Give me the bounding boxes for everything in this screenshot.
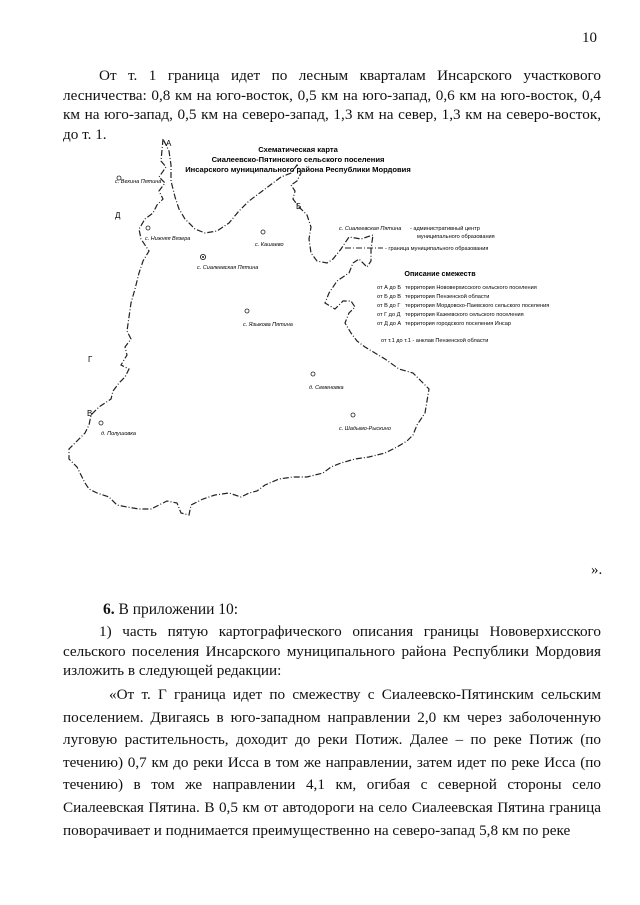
adjacency-desc: территория Нововерхисского сельского поселения [405, 285, 537, 291]
settlement-label: с. Языкова Пятина [243, 322, 293, 328]
point-d-label: Д [115, 211, 121, 220]
legend-center-desc-1: - административный центр [410, 226, 480, 232]
adjacency-desc: территория Пензенской области [405, 294, 490, 300]
adjacency-from-to: от А до Б [377, 285, 401, 291]
adjacency-from-to: от В до Г [377, 303, 401, 309]
adjacency-title: Описание смежеств [404, 269, 476, 278]
settlement-marker [99, 421, 103, 425]
settlement-marker [311, 372, 315, 376]
map-title-line-3: Инсарского муниципального района Республики Мордовия [185, 165, 411, 174]
paragraph-1: От т. 1 граница идет по лесным кварталам Инсарского участкового лесничества: 0,8 км на юго-восток, 0,5 км на юго-запад, 0,6 км на юго-восток, 0,4 км на юго-запад, 0,5 км на северо-запад, 1,3 км на север, 1,3 км на северо-восток, до т. 1. [63, 67, 601, 143]
settlement-label: с. Вехина Пятина [115, 179, 162, 185]
map-title-line-1: Схематическая карта [258, 145, 338, 154]
settlement-marker [261, 230, 265, 234]
section-number: 6. [103, 601, 115, 618]
adjacency-from-to: от Г до Д [377, 312, 401, 318]
settlement-label: с. Шадымо-Рыскино [339, 426, 391, 432]
legend-center-label: с. Сиалеевская Пятина [339, 226, 402, 232]
admin-center-dot [202, 256, 204, 258]
settlement-label: д. Полушовка [101, 431, 136, 437]
adjacency-from-to: от Д до А [377, 321, 402, 327]
settlement-label: с. Нижняя Вязера [145, 236, 191, 242]
point-a-label: А [166, 139, 172, 148]
settlement-marker [146, 226, 150, 230]
map-title-line-2: Сиалеевско-Пятинского сельского поселения [211, 155, 385, 164]
section-heading [103, 601, 238, 619]
point-v-label: В [87, 409, 93, 418]
settlement-marker [245, 309, 249, 313]
paragraph-2: 1) часть пятую картографического описания границы Нововерхисского сельского поселения Инсарского муниципального района Республики Мордовия изложить в следующей редакции: [63, 623, 601, 679]
legend-boundary-desc: - граница муниципального образования [385, 246, 489, 252]
settlement-label: д. Семеновка [309, 385, 344, 391]
settlement-label: с. Кашаево [255, 242, 284, 248]
point-b-label: Б [296, 202, 302, 211]
adjacency-desc: территория Мордовско-Паевского сельского поселения [405, 303, 550, 309]
legend-center-desc-2: муниципального образования [417, 234, 495, 240]
closing-quote: ». [591, 562, 603, 578]
schematic-map [55, 133, 555, 553]
settlement-marker [351, 413, 355, 417]
adjacency-enclave: от т.1 до т.1 - анклав Пензенской области [381, 338, 489, 344]
adjacency-from-to: от Б до В [377, 294, 401, 300]
section-title: В приложении 10: [118, 601, 239, 618]
adjacency-desc: территория Казеевского сельского поселения [405, 312, 524, 318]
paragraph-3: «От т. Г граница идет по смежеству с Сиалеевско-Пятинским сельским поселением. Двигаясь в юго-западном направлении 2,0 км через заболоченную луговую растительность, доходит до реки Потиж. Далее – по реке Потиж (по течению) 0,7 км до реки Исса в том же направлении, затем идет по реке Исса (по течению) в том же направлении 4,1 км, огибая с северной стороны село Сиалеевская Пятина. В 0,5 км от автодороги на село Сиалеевская Пятина граница поворачивает и поднимается преимущественно на северо-запад 5,8 км по реке [63, 686, 601, 839]
adjacency-desc: территория городского поселения Инсар [405, 321, 511, 327]
point-g-label: Г [88, 355, 93, 364]
page-number: 10 [582, 30, 597, 46]
admin-center-label: с. Сиалеевская Пятина [197, 265, 259, 271]
